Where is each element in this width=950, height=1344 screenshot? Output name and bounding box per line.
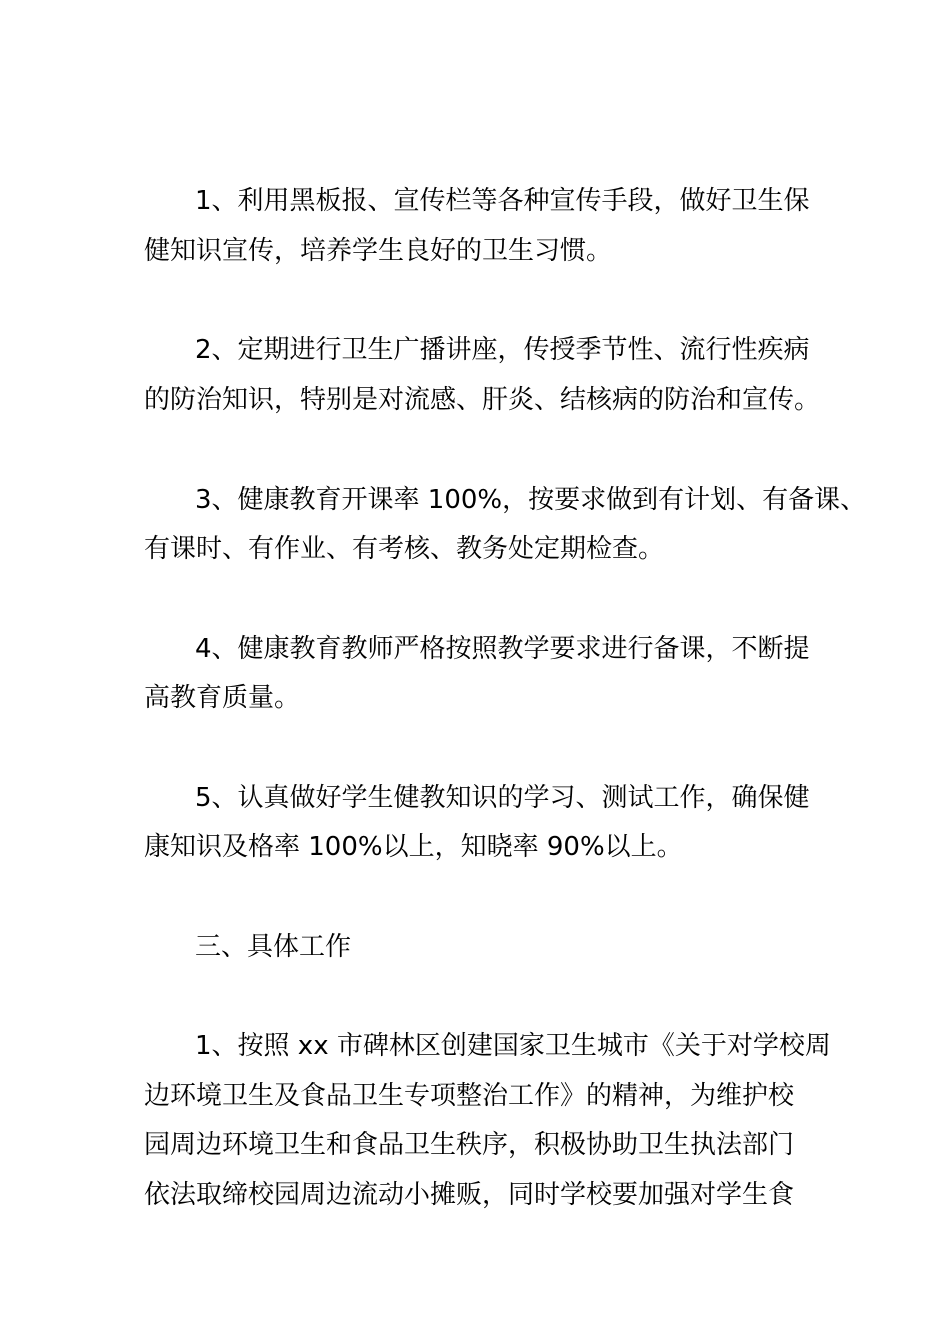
paragraph-2-line-2: 的防治知识，特别是对流感、肝炎、结核病的防治和宣传。 [144, 385, 821, 415]
paragraph-1-line-1: 1、利用黑板报、宣传栏等各种宣传手段，做好卫生保 [195, 186, 810, 216]
paragraph-6-line-4: 依法取缔校园周边流动小摊贩，同时学校要加强对学生食 [144, 1180, 795, 1210]
paragraph-6-line-1: 1、按照 xx 市碑林区创建国家卫生城市《关于对学校周 [195, 1031, 831, 1061]
paragraph-5-line-2: 康知识及格率 100%以上，知晓率 90%以上。 [144, 832, 683, 862]
paragraph-5-line-1: 5、认真做好学生健教知识的学习、测试工作，确保健 [195, 783, 810, 813]
paragraph-6-line-2: 边环境卫生及食品卫生专项整治工作》的精神，为维护校 [144, 1081, 795, 1111]
paragraph-4-line-1: 4、健康教育教师严格按照教学要求进行备课，不断提 [195, 634, 810, 664]
paragraph-3-line-2: 有课时、有作业、有考核、教务处定期检查。 [144, 534, 665, 564]
paragraph-6-line-3: 园周边环境卫生和食品卫生秩序，积极协助卫生执法部门 [144, 1130, 795, 1160]
section-heading: 三、具体工作 [195, 932, 352, 962]
paragraph-3-line-1: 3、健康教育开课率 100%，按要求做到有计划、有备课、 [195, 485, 867, 515]
paragraph-2-line-1: 2、定期进行卫生广播讲座，传授季节性、流行性疾病 [195, 335, 810, 365]
paragraph-4-line-2: 高教育质量。 [144, 683, 301, 713]
paragraph-1-line-2: 健知识宣传，培养学生良好的卫生习惯。 [144, 236, 613, 266]
